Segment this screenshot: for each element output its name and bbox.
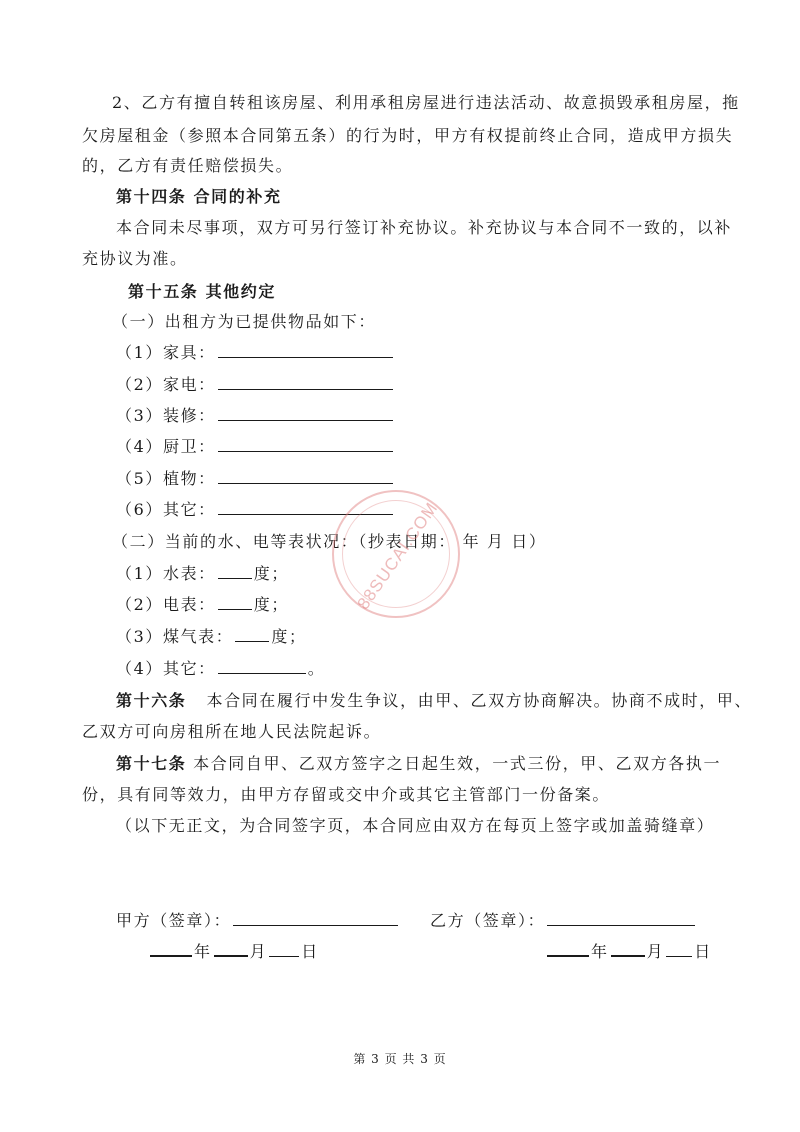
item-label: （4）厨卫：: [116, 437, 216, 456]
item-label: （3）装修：: [116, 406, 216, 425]
item-label: （2）家电：: [116, 375, 216, 394]
item-label: （1）家具：: [116, 343, 216, 362]
party-b-date: [545, 941, 712, 963]
item-row: [116, 374, 395, 396]
item-row: [116, 342, 395, 364]
paragraph-line: 本合同未尽事项，双方可另行签订补充协议。补充协议与本合同不一致的，以补: [116, 218, 733, 237]
year-label: 年: [194, 942, 212, 961]
meter-end: 。: [307, 659, 326, 678]
meter-label: （1）水表：: [116, 564, 216, 583]
blank-line: [235, 627, 269, 642]
blank-line: [218, 469, 393, 484]
day-label: 日: [694, 942, 712, 961]
item-row: [116, 405, 395, 427]
closing-note: （以下无正文，为合同签字页，本合同应由双方在每页上签字或加盖骑缝章）: [116, 816, 715, 835]
section-heading: （二）当前的水、电等表状况：（抄表日期： 年 月 日）: [112, 532, 547, 551]
paragraph-line: 充协议为准。: [82, 249, 188, 268]
blank-line: [218, 659, 306, 674]
article-14-heading: 第十四条 合同的补充: [116, 187, 282, 206]
paragraph-line: 的，乙方有责任赔偿损失。: [82, 156, 294, 175]
party-a-signature: [116, 910, 400, 932]
article-number: 第十六条: [116, 691, 187, 710]
day-blank: [269, 942, 299, 957]
meter-unit: 度；: [253, 595, 289, 614]
meter-row: [116, 594, 289, 616]
year-blank: [150, 941, 192, 957]
article-text: 本合同在履行中发生争议，由甲、乙双方协商解决。协商不成时，甲、: [206, 691, 753, 710]
watermark-text: 88SUCAI.COM: [353, 498, 442, 613]
signature-line: [233, 911, 398, 926]
meter-label: （2）电表：: [116, 595, 216, 614]
section-heading: （一）出租方为已提供物品如下：: [112, 312, 377, 331]
day-blank: [666, 942, 692, 957]
page-footer: 第 3 页 共 3 页: [353, 1052, 447, 1066]
party-a-label: 甲方（签章）：: [116, 911, 232, 930]
paragraph-line: 2、乙方有擅自转租该房屋、利用承租房屋进行违法活动、故意损毁承租房屋，拖: [112, 93, 740, 112]
party-b-label: 乙方（签章）：: [430, 911, 546, 930]
party-b-signature: [430, 910, 697, 932]
year-label: 年: [591, 942, 609, 961]
paragraph-line: 份，具有同等效力，由甲方存留或交中介或其它主管部门一份备案。: [82, 785, 611, 804]
blank-line: [218, 406, 393, 421]
meter-unit: 度；: [271, 627, 307, 646]
blank-line: [218, 375, 393, 390]
article-15-heading: 第十五条 其他约定: [128, 282, 276, 301]
blank-line: [218, 437, 393, 452]
meter-label: （3）煤气表：: [116, 627, 234, 646]
meter-row: [116, 626, 307, 648]
item-label: （6）其它：: [116, 500, 216, 519]
year-blank: [547, 941, 589, 957]
month-blank: [214, 941, 248, 957]
meter-row: [116, 658, 325, 680]
item-row: [116, 468, 395, 490]
month-label: 月: [249, 942, 268, 961]
item-row: [116, 436, 395, 458]
item-label: （5）植物：: [116, 469, 216, 488]
blank-line: [218, 343, 393, 358]
watermark-stamp: [332, 490, 460, 618]
meter-unit: 度；: [253, 564, 289, 583]
month-blank: [611, 941, 645, 957]
article-number: 第十七条: [116, 754, 187, 773]
article-16-line: [116, 690, 752, 712]
article-text: 本合同自甲、乙双方签字之日起生效，一式三份，甲、乙双方各执一: [193, 754, 722, 773]
blank-line: [218, 595, 252, 610]
meter-row: [116, 563, 289, 585]
party-a-date: [148, 941, 319, 963]
signature-line: [547, 911, 695, 926]
day-label: 日: [301, 942, 319, 961]
month-label: 月: [646, 942, 665, 961]
paragraph-line: 乙双方可向房租所在地人民法院起诉。: [82, 722, 382, 741]
article-17-line: [116, 753, 721, 775]
paragraph-line: 欠房屋租金（参照本合同第五条）的行为时，甲方有权提前终止合同，造成甲方损失: [82, 126, 734, 145]
blank-line: [218, 564, 252, 579]
meter-label: （4）其它：: [116, 659, 216, 678]
